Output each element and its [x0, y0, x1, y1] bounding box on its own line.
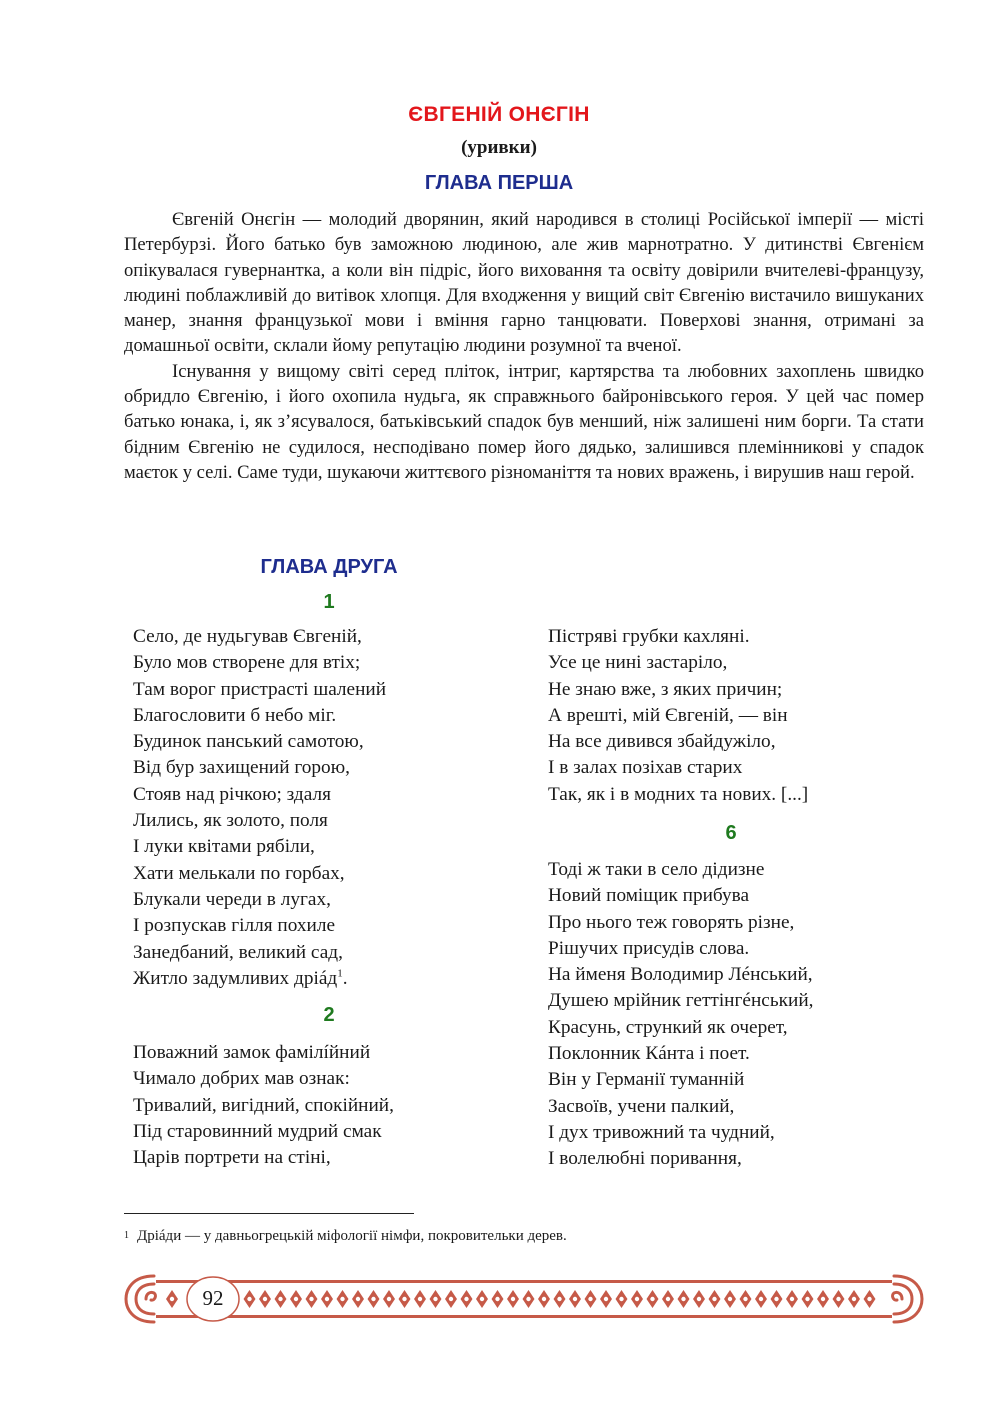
verse-line: Благословити б небо міг.: [133, 704, 337, 726]
ornament-dot: [309, 1297, 313, 1301]
ornament-dot: [526, 1297, 530, 1301]
verse-line: Житло задумливих дріáд: [133, 967, 338, 989]
stanza-1: [133, 624, 386, 992]
verse-line: На все дивився збайдужіло,: [548, 731, 776, 753]
ornament-dot: [728, 1297, 732, 1301]
verse-line: Не знаю вже, з яких причин;: [548, 678, 783, 700]
verse-line: Блукали череди в лугах,: [133, 888, 331, 910]
verse-line: Було мов створене для втіх;: [133, 652, 361, 674]
verse-line: Він у Германії туманній: [548, 1069, 745, 1091]
ornament-dot: [619, 1297, 623, 1301]
ornament-dot: [852, 1297, 856, 1301]
footnote-number: 1: [124, 1230, 129, 1241]
verse-line: Усе це нині застаріло,: [548, 652, 728, 674]
ornament-dot: [821, 1297, 825, 1301]
verse-line: І в залах позіхав старих: [548, 757, 743, 779]
ornament-dot: [650, 1297, 654, 1301]
stanza-2-part-1: [133, 1040, 394, 1171]
summary-paragraph-1: Євгеній Онєгін — молодий дворянин, який народився в столиці Російської імперії — місті Петербурзі. Його батько був заможною людиною, але жив марнотратно. У дитинстві Євгенієм опікувалася гувернантка, а коли він підріс, його виховання та освіту довірили вчителеві-французу, людині поблажливій до витівок хлопця. Для входження у вищий світ Євгенію вистачило вишуканих манер, знання французької мови і вміння гарно танцювати. Поверхові знання, отримані за домашньої освіти, склали йому репутацію людини розумної та вченої.: [124, 209, 924, 357]
ornament-dot: [480, 1297, 484, 1301]
verse-line: Лились, як золото, поля: [133, 810, 328, 832]
verse-line: Поважний замок фамілíйний: [133, 1042, 371, 1063]
decorative-border-icon: [124, 1270, 924, 1328]
ornament-dot: [836, 1297, 840, 1301]
stanza-number-2: 2: [323, 1004, 335, 1026]
verse-line: І дух тривожний та чудний,: [548, 1121, 775, 1143]
chapter-one-summary: [124, 207, 924, 485]
ornament-dot: [263, 1297, 267, 1301]
ornament-dot: [542, 1297, 546, 1301]
footnote-text: Дріáди — у давньогрецькій міфології німфи, покровительки дерев.: [137, 1228, 567, 1244]
ornament-dot: [340, 1297, 344, 1301]
ornament-dot: [511, 1297, 515, 1301]
ornament-dot: [356, 1297, 360, 1301]
ornament-dot: [325, 1297, 329, 1301]
ornament-dot: [604, 1297, 608, 1301]
verse-line: Будинок панський самотою,: [133, 731, 364, 753]
verse-line: Царів портрети на стіні,: [133, 1147, 331, 1169]
ornament-dot: [433, 1297, 437, 1301]
ornament-dot: [635, 1297, 639, 1301]
ornament-dot: [867, 1297, 871, 1301]
stanza-6: [548, 857, 813, 1173]
ornament-dot: [774, 1297, 778, 1301]
verse-line: І волелюбні поривання,: [548, 1148, 742, 1170]
ornament-dot: [759, 1297, 763, 1301]
ornament-dot: [464, 1297, 468, 1301]
verse-line: Душею мрійник геттінгéнський,: [548, 990, 814, 1012]
ornament-dot: [790, 1297, 794, 1301]
footnote: [124, 1226, 924, 1246]
verse-line: А врешті, мій Євгеній, — він: [548, 704, 788, 726]
ornament-dot: [418, 1297, 422, 1301]
ornament-dot: [278, 1297, 282, 1301]
ornament-dot: [557, 1297, 561, 1301]
verse-line: Тривалий, вигідний, спокійний,: [133, 1094, 394, 1116]
ornament-dot: [247, 1297, 251, 1301]
ornament-dot: [387, 1297, 391, 1301]
chapter-two-heading: ГЛАВА ДРУГА: [260, 556, 398, 578]
ornament-dot: [170, 1297, 174, 1301]
verse-line: І луки квітами рябіли,: [133, 836, 315, 858]
verse-line: Там ворог пристрасті шалений: [133, 678, 387, 700]
ornament-dot: [402, 1297, 406, 1301]
verse-line: Поклонник Кáнта і поет.: [548, 1043, 750, 1065]
verse-line: Чимало добрих мав ознак:: [133, 1068, 350, 1090]
stanza-2-part-2: [548, 624, 808, 808]
verse-line: Про нього теж говорять різне,: [548, 911, 795, 933]
ornament-dot: [712, 1297, 716, 1301]
verse-line: Під старовинний мудрий смак: [133, 1120, 382, 1142]
verse-line: Від бур захищений горою,: [133, 757, 350, 779]
ornament-dot: [294, 1297, 298, 1301]
verse-line: На йменя Володимир Лéнський,: [548, 964, 813, 986]
summary-paragraph-2: Існування у вищому світі серед пліток, інтриг, картярства та любовних захоплень швидко обридло Євгенію, і його охопила нудьга, як справжнього байронівського героя. У цей час помер батько юнака, і, як з’ясувалося, батьківський спадок був менший, ніж залишені ним борги. Та стати бідним Євгенію не судилося, несподівано помер його дядько, залишився племінникові у спадок маєток у селі. Саме туди, шукаючи життєвого різноманіття та нових вражень, і вирушив наш герой.: [124, 360, 924, 483]
ornament-dot: [449, 1297, 453, 1301]
page-number: 92: [202, 1286, 224, 1310]
ornament-dot: [573, 1297, 577, 1301]
stanza-number-1: 1: [323, 591, 335, 613]
ornament-dot: [743, 1297, 747, 1301]
footnote-divider: [124, 1213, 414, 1214]
verse-line: Засвоїв, учени палкий,: [548, 1095, 735, 1117]
verse-line: Хати мелькали по горбах,: [133, 862, 345, 884]
verse-line: Пістряві грубки кахляні.: [548, 626, 750, 647]
ornament-dot: [805, 1297, 809, 1301]
verse-punctuation: .: [342, 967, 348, 989]
verse-line: Рішучих присудів слова.: [548, 937, 750, 959]
verse-line: Село, де нудьгував Євгеній,: [133, 626, 362, 647]
ornament-dot: [697, 1297, 701, 1301]
poem-subtitle: (уривки): [461, 137, 537, 158]
stanza-number-6: 6: [725, 822, 737, 844]
ornament-dot: [588, 1297, 592, 1301]
chapter-one-heading: ГЛАВА ПЕРША: [424, 172, 574, 194]
ornament-dot: [371, 1297, 375, 1301]
ornament-dot: [681, 1297, 685, 1301]
footnote-marker[interactable]: 1: [337, 967, 343, 980]
verse-line: Тоді ж таки в село дідизне: [548, 859, 765, 880]
verse-line: Новий поміщик прибува: [548, 885, 750, 907]
ornament-dot: [495, 1297, 499, 1301]
verse-line: Стояв над річкою; здаля: [133, 783, 331, 805]
verse-line: Занедбаний, великий сад,: [133, 941, 343, 963]
poem-title: ЄВГЕНІЙ ОНЄГІН: [408, 103, 590, 126]
ornament-dot: [666, 1297, 670, 1301]
verse-line-with-footnote: [133, 966, 386, 992]
verse-line: І розпускав гілля похиле: [133, 915, 336, 937]
verse-line: Красунь, стрункий як очерет,: [548, 1016, 788, 1038]
verse-line: Так, як і в модних та нових. [...]: [548, 783, 809, 805]
